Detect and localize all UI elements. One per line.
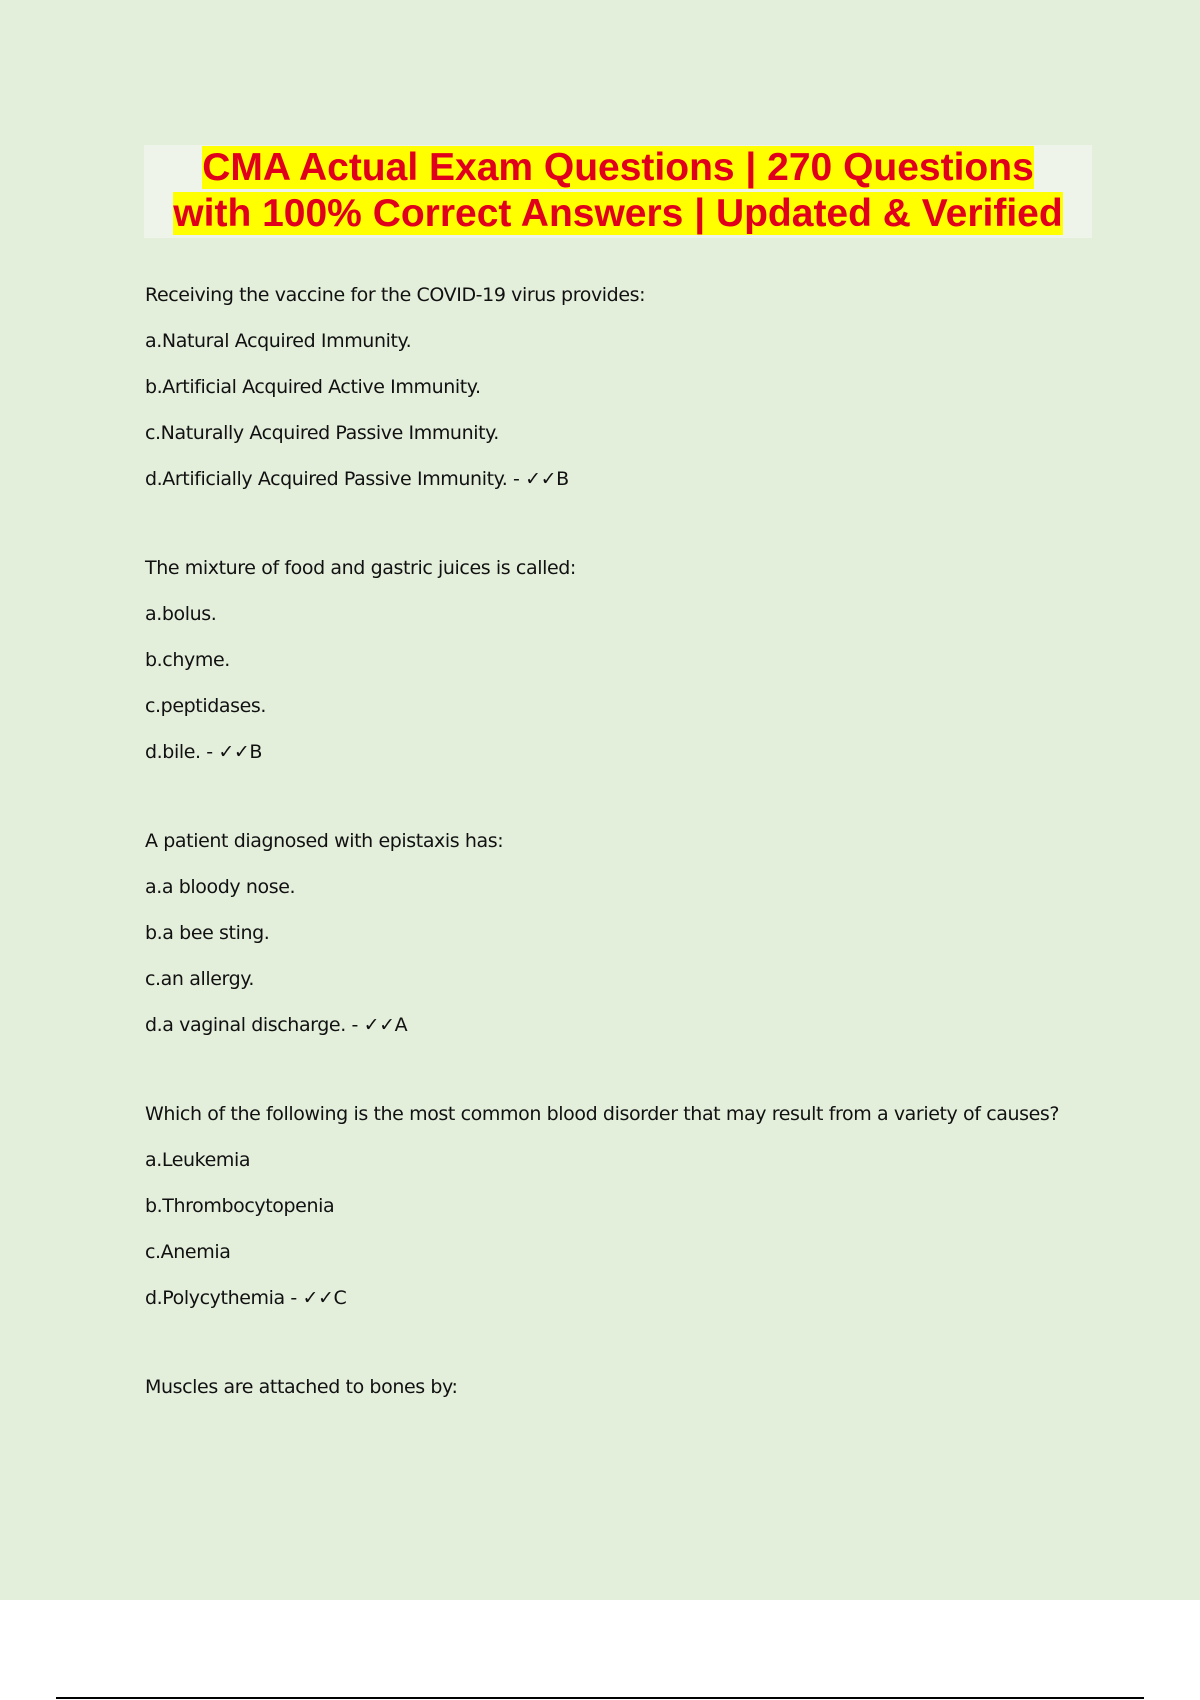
option-b: b.Artificial Acquired Active Immunity. bbox=[145, 376, 481, 398]
question-block bbox=[145, 553, 1105, 783]
option-c: c.Naturally Acquired Passive Immunity. bbox=[145, 422, 499, 444]
option-b: b.Thrombocytopenia bbox=[145, 1195, 335, 1217]
option-c: c.Anemia bbox=[145, 1241, 231, 1263]
footer-divider bbox=[56, 1697, 1144, 1699]
question-block bbox=[145, 280, 1105, 510]
option-d-with-answer: d.bile. - ✓✓B bbox=[145, 741, 263, 763]
question-text: Which of the following is the most common blood disorder that may result from a variety of causes? bbox=[145, 1103, 1060, 1125]
option-d-with-answer: d.a vaginal discharge. - ✓✓A bbox=[145, 1014, 408, 1036]
option-a: a.bolus. bbox=[145, 603, 217, 625]
question-text: Receiving the vaccine for the COVID-19 virus provides: bbox=[145, 284, 646, 306]
question-text: Muscles are attached to bones by: bbox=[145, 1376, 458, 1398]
option-c: c.an allergy. bbox=[145, 968, 255, 990]
option-a: a.Leukemia bbox=[145, 1149, 251, 1171]
question-list bbox=[145, 280, 1105, 1461]
option-c: c.peptidases. bbox=[145, 695, 267, 717]
title-line-2: with 100% Correct Answers | Updated & Verified bbox=[173, 192, 1063, 235]
question-block bbox=[145, 1099, 1105, 1329]
option-b: b.chyme. bbox=[145, 649, 230, 671]
option-a: a.a bloody nose. bbox=[145, 876, 296, 898]
document-title bbox=[144, 145, 1092, 238]
title-line-1: CMA Actual Exam Questions | 270 Questions bbox=[202, 146, 1034, 189]
question-text: A patient diagnosed with epistaxis has: bbox=[145, 830, 504, 852]
option-d-with-answer: d.Artificially Acquired Passive Immunity. - ✓✓B bbox=[145, 468, 569, 490]
option-d-with-answer: d.Polycythemia - ✓✓C bbox=[145, 1287, 347, 1309]
option-b: b.a bee sting. bbox=[145, 922, 270, 944]
question-text: The mixture of food and gastric juices is called: bbox=[145, 557, 576, 579]
question-block bbox=[145, 1372, 1105, 1418]
option-a: a.Natural Acquired Immunity. bbox=[145, 330, 412, 352]
question-block bbox=[145, 826, 1105, 1056]
